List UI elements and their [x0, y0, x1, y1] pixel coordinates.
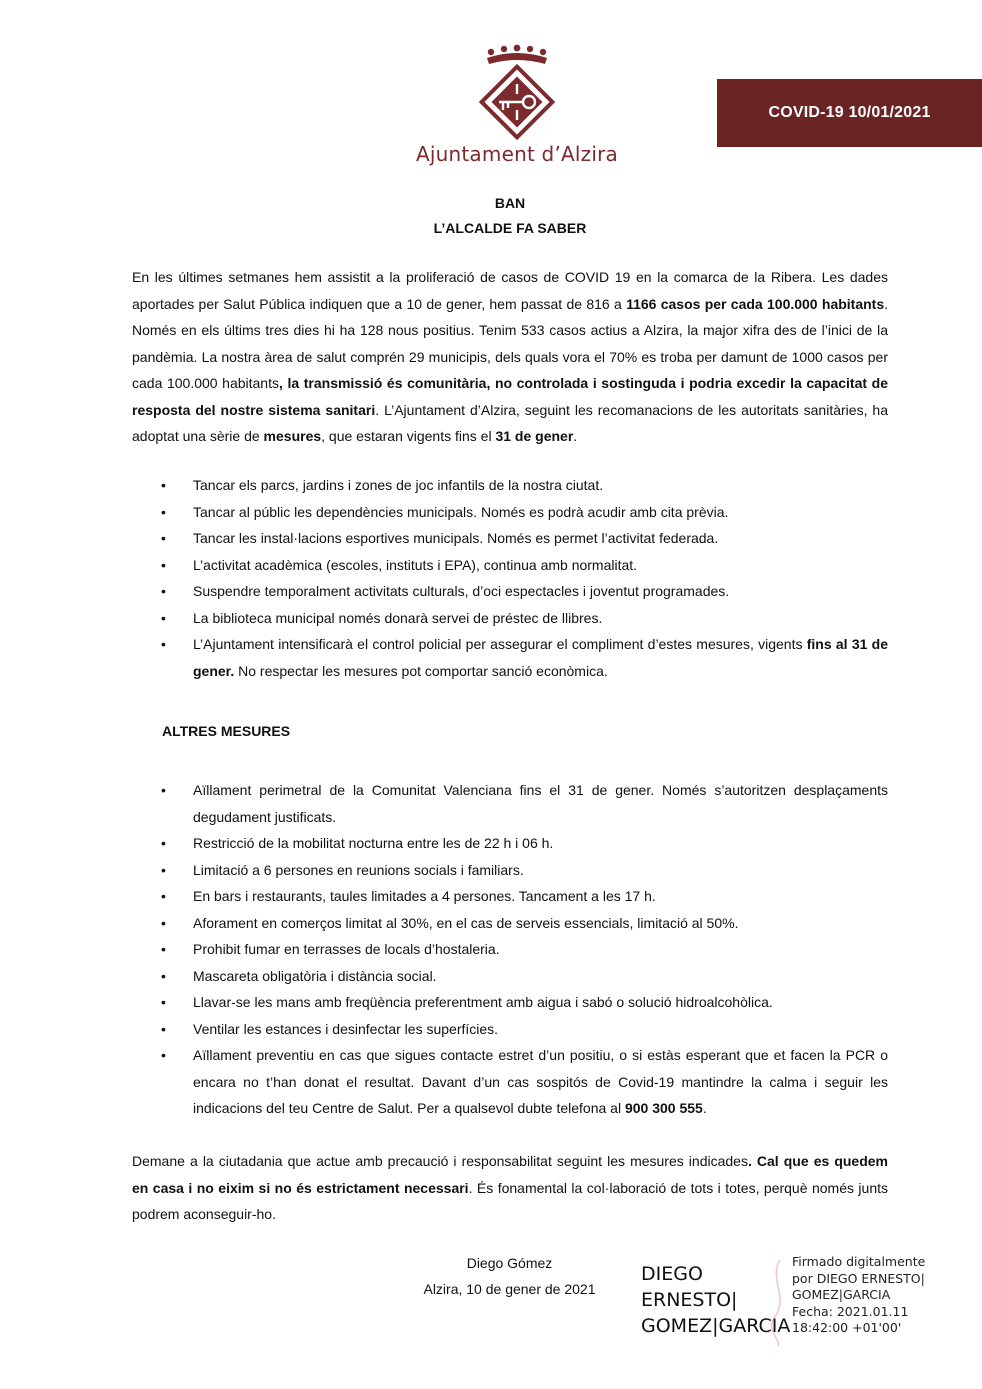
closing-text: Demane a la ciutadania que actue amb precaució i responsabilitat seguint les mesures indicades [132, 1153, 748, 1169]
list-item-text: L’Ajuntament intensificarà el control policial per assegurar el compliment d’estes mesures, vigents [193, 636, 807, 652]
date-banner: COVID-19 10/01/2021 [717, 79, 982, 147]
list-item: • Aïllament perimetral de la Comunitat Valenciana fins el 31 de gener. Només s’autoritzen desplaçaments degudament justificats. [132, 777, 888, 830]
intro-bold: mesures [263, 428, 322, 444]
list-item: • L’activitat acadèmica (escoles, instituts i EPA), continua amb normalitat. [132, 552, 888, 579]
intro-bold: , la transmissió és comunitària, no controlada i sostinguda i podria excedir la capacitat de resposta del nostre sistema sanitari [132, 375, 888, 418]
signature-detail: Firmado digitalmente [792, 1254, 926, 1269]
list-item-text: Aïllament preventiu en cas que sigues contacte estret d’un positiu, o si estàs esperant que et facen la PCR o encara no t’han donat el resultat. Davant d’un cas sospitós de Covid-19 mantindre la calma i seguir les indicacions del teu Centre de Salut. Per a qualsevol dubte telefona al [193, 1047, 888, 1116]
city-logo [412, 44, 622, 166]
list-item [132, 1042, 888, 1122]
closing-text: . És fonamental la col·laboració de tots i totes, perquè només junts podrem aconseguir-ho. [132, 1179, 888, 1222]
list-item: • La biblioteca municipal només donarà servei de préstec de llibres. [132, 605, 888, 632]
signature-detail: GOMEZ|GARCIA [792, 1287, 891, 1302]
signature-place-date: Alzira, 10 de gener de 2021 [423, 1281, 596, 1297]
list-item: • Aforament en comerços limitat al 30%, en el cas de serveis essencials, limitació al 50%. [132, 910, 888, 937]
intro-text: . [573, 428, 578, 444]
signature-detail: 18:42:00 +01'00' [792, 1320, 902, 1335]
section-title: ALTRES MESURES [162, 723, 291, 739]
logo-text: Ajuntament d’Alzira [416, 142, 618, 166]
document-subtitle: L’ALCALDE FA SABER [433, 220, 587, 236]
document-title: BAN [494, 195, 526, 211]
signature-detail: por DIEGO ERNESTO| [792, 1270, 925, 1286]
signature-line: DIEGO [641, 1263, 703, 1285]
signature-line: ERNESTO| [641, 1289, 738, 1311]
closing-paragraph [132, 1148, 888, 1228]
list-item [132, 631, 888, 684]
list-item: • Limitació a 6 persones en reunions socials i familiars. [132, 857, 888, 884]
intro-text: . L’Ajuntament d’Alzira, seguint les recomanacions de les autoritats sanitàries, ha adoptat una sèrie de [132, 401, 889, 444]
coat-of-arms-icon [477, 44, 557, 140]
list-item-text: No respectar les mesures pot comportar sanció econòmica. [234, 662, 608, 679]
list-item-bold: fins al 31 de gener. [193, 636, 888, 679]
signer-name: Diego Gómez [466, 1255, 553, 1271]
signature-line: GOMEZ|GARCIA [641, 1315, 791, 1337]
list-item: • Suspendre temporalment activitats culturals, d’oci espectacles i joventut programades. [132, 578, 888, 605]
phone-number: 900 300 555 [624, 1100, 703, 1116]
list-item: • Prohibit fumar en terrasses de locals d’hostaleria. [132, 936, 888, 963]
intro-text: . Només en els últims tres dies hi ha 128 nous positius. Tenim 533 casos actius a Alzira, la major xifra des de l’inici de la pandèmia. La nostra àrea de salut comprén 29 municipis, dels quals vora el 70% es troba per damunt de 1000 casos per cada 100.000 habitants [132, 295, 889, 391]
other-measures-list [132, 777, 888, 1122]
measures-list [132, 472, 888, 684]
list-item: • Llavar-se les mans amb freqüència preferentment amb aigua i sabó o solució hidroalcohòlica. [132, 989, 888, 1016]
digital-signature-name [641, 1261, 790, 1339]
intro-bold: 31 de gener [495, 428, 574, 444]
list-item: • Tancar al públic les dependències municipals. Només es podrà acudir amb cita prèvia. [132, 499, 888, 526]
intro-paragraph [132, 264, 888, 450]
intro-text: En les últimes setmanes hem assistit a la proliferació de casos de COVID 19 en la comarca de la Ribera. Les dades aportades per Salut Pública indiquen que a 10 de gener, hem passat de 816 a [132, 269, 888, 312]
list-item: • Tancar els parcs, jardins i zones de joc infantils de la nostra ciutat. [132, 472, 888, 499]
list-item: • Ventilar les estances i desinfectar les superfícies. [132, 1016, 888, 1043]
list-item: • Restricció de la mobilitat nocturna entre les de 22 h i 06 h. [132, 830, 888, 857]
list-item: • Mascareta obligatòria i distància social. [132, 963, 888, 990]
intro-bold: 1166 casos per cada 100.000 habitants [626, 295, 885, 312]
list-item: • Tancar les instal·lacions esportives municipals. Només es permet l’activitat federada. [132, 525, 888, 552]
intro-text: , que estaran vigents fins el [321, 428, 496, 444]
list-item: • En bars i restaurants, taules limitades a 4 persones. Tancament a les 17 h. [132, 883, 888, 910]
closing-bold: . Cal que es quedem en casa i no eixim si no és estrictament necessari [132, 1153, 889, 1196]
list-item-text: . [702, 1100, 707, 1116]
signature-detail: Fecha: 2021.01.11 [792, 1303, 909, 1319]
digital-signature-details [792, 1254, 925, 1337]
